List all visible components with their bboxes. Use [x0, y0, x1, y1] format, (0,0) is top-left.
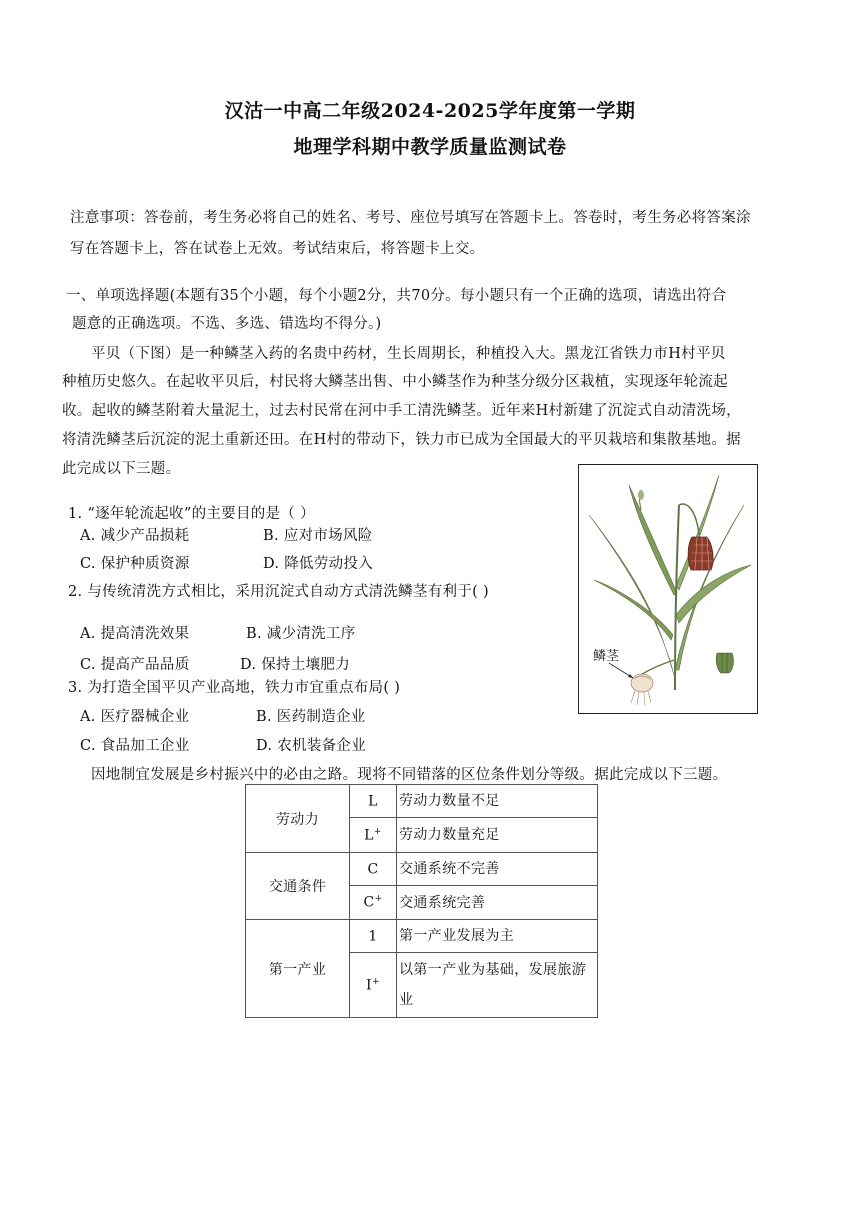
table-code: C+	[350, 886, 397, 920]
section1-line1: 一、单项选择题(本题有35个小题，每个小题2分，共70分。每小题只有一个正确的选项，请选出符合	[66, 288, 727, 304]
section1-line2: 题意的正确选项。不选、多选、错选均不得分。)	[72, 316, 382, 332]
table-desc: 劳动力数量充足	[397, 818, 598, 853]
plant-figure	[578, 464, 758, 714]
table-desc: 劳动力数量不足	[397, 785, 598, 818]
passage1-line: 将清洗鳞茎后沉淀的泥土重新还田。在H村的带动下，铁力市已成为全国最大的平贝栽培和集散基地。据	[62, 432, 741, 448]
question-2-option-a: A. 提高清洗效果	[80, 626, 190, 642]
table-code: I+	[350, 953, 397, 1018]
question-1-option-a: A. 减少产品损耗	[80, 528, 190, 544]
question-1-option-c: C. 保护种质资源	[80, 556, 190, 572]
table-category: 交通条件	[246, 853, 350, 920]
question-3-option-b: B. 医药制造企业	[256, 709, 366, 725]
table-desc: 以第一产业为基础，发展旅游业	[397, 953, 598, 1018]
table-row	[246, 785, 598, 818]
question-2-option-c: C. 提高产品品质	[80, 657, 190, 673]
question-1-stem: 1. “逐年轮流起收”的主要目的是（ ）	[68, 506, 315, 522]
question-3-stem: 3. 为打造全国平贝产业高地，铁力市宜重点布局( )	[68, 680, 401, 696]
question-2-option-b: B. 减少清洗工序	[246, 626, 356, 642]
table-code: 1	[350, 920, 397, 953]
passage1-line: 平贝（下图）是一种鳞茎入药的名贵中药材，生长周期长，种植投入大。黑龙江省铁力市H村平贝	[91, 346, 726, 362]
table-row	[246, 853, 598, 886]
question-2-option-d: D. 保持土壤肥力	[240, 657, 351, 673]
question-3-option-a: A. 医疗器械企业	[80, 709, 190, 725]
table-desc: 第一产业发展为主	[397, 920, 598, 953]
passage1-line: 此完成以下三题。	[62, 461, 181, 477]
exam-title-line1: 汉沽一中高二年级2024-2025学年度第一学期	[224, 100, 636, 122]
passage2-intro: 因地制宜发展是乡村振兴中的必由之路。现将不同错落的区位条件划分等级。据此完成以下三题。	[91, 767, 728, 783]
location-grade-table	[245, 784, 598, 1018]
exam-title-line2: 地理学科期中教学质量监测试卷	[293, 136, 567, 158]
question-1-option-b: B. 应对市场风险	[263, 528, 373, 544]
table-desc: 交通系统完善	[397, 886, 598, 920]
question-3-option-d: D. 农机装备企业	[256, 738, 367, 754]
fritillaria-illustration	[579, 465, 757, 713]
question-2-stem: 2. 与传统清洗方式相比，采用沉淀式自动方式清洗鳞茎有利于( )	[68, 584, 489, 600]
notice-line2: 写在答题卡上，答在试卷上无效。考试结束后，将答题卡上交。	[70, 241, 485, 257]
table-category: 第一产业	[246, 920, 350, 1018]
table-code: L	[350, 785, 397, 818]
question-1-option-d: D. 降低劳动投入	[263, 556, 374, 572]
table-row	[246, 920, 598, 953]
table-category: 劳动力	[246, 785, 350, 853]
bulb-label: 鳞茎	[593, 649, 620, 664]
question-3-option-c: C. 食品加工企业	[80, 738, 190, 754]
table-code: L+	[350, 818, 397, 853]
passage1-line: 收。起收的鳞茎附着大量泥土，过去村民常在河中手工清洗鳞茎。近年来H村新建了沉淀式自动清洗场，	[62, 403, 741, 419]
passage1-line: 种植历史悠久。在起收平贝后，村民将大鳞茎出售、中小鳞茎作为种茎分级分区栽植，实现逐年轮流起	[62, 374, 728, 390]
table-code: C	[350, 853, 397, 886]
table-desc: 交通系统不完善	[397, 853, 598, 886]
notice-line1: 注意事项：答卷前，考生务必将自己的姓名、考号、座位号填写在答题卡上。答卷时，考生务必将答案涂	[70, 210, 751, 226]
